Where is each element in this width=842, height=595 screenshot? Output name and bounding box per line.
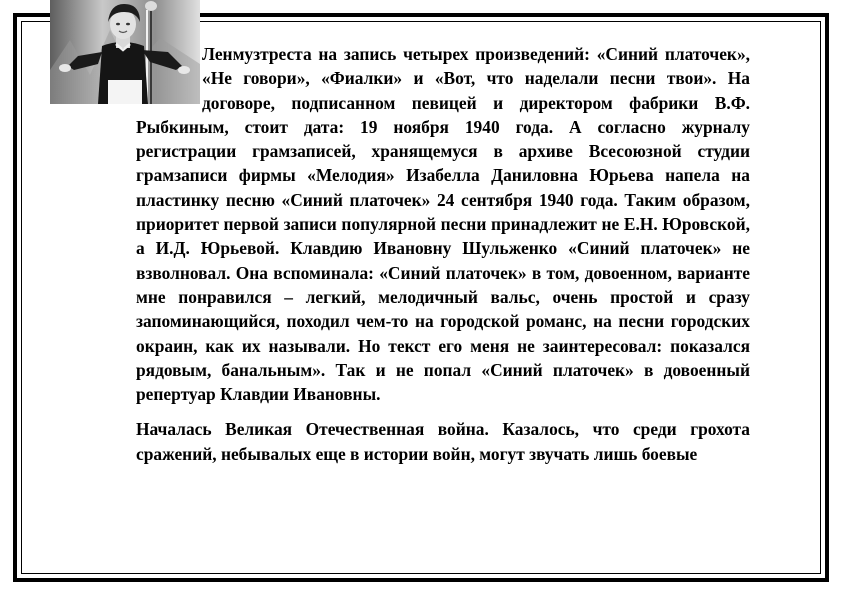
main-text (136, 42, 750, 466)
paragraph-1 (136, 42, 750, 406)
paragraph-1-text: Ленмузтреста на запись четырех произведений: «Синий платочек», «Не говори», «Фиалки» и «Вот, что наделали песни твои». На договоре, подписанном певицей и директором фабрики В.Ф. Рыбкиным, стоит дата: 19 ноября 1940 года. А согласно журналу регистрации грамзаписей, хранящемуся в архиве Всесоюзной студии грамзаписи фирмы «Мелодия» Изабелла Даниловна Юрьева напела на пластинку песню «Синий платочек» 24 сентября 1940 года. Таким образом, приоритет первой записи популярной песни принадлежит не Е.Н. Юровской, а И.Д. Юрьевой. Клавдию Ивановну Шульженко «Синий платочек» не взволновал. Она вспоминала: «Синий платочек» в том, довоенном, варианте мне понравился – легкий, мелодичный вальс, очень простой и сразу запоминающийся, походил чем-то на городской романс, на песни городских окраин, как их называли. Но текст его меня не заинтересовал: показался рядовым, банальным». Так и не попал «Синий платочек» в довоенный репертуар Клавдии Ивановны. (136, 44, 750, 405)
singer-photo (50, 0, 200, 104)
singer-photo-icon (50, 0, 200, 104)
paragraph-2: Началась Великая Отечественная война. Казалось, что среди грохота сражений, небывалых еще в истории войн, могут звучать лишь боевые (136, 419, 750, 464)
